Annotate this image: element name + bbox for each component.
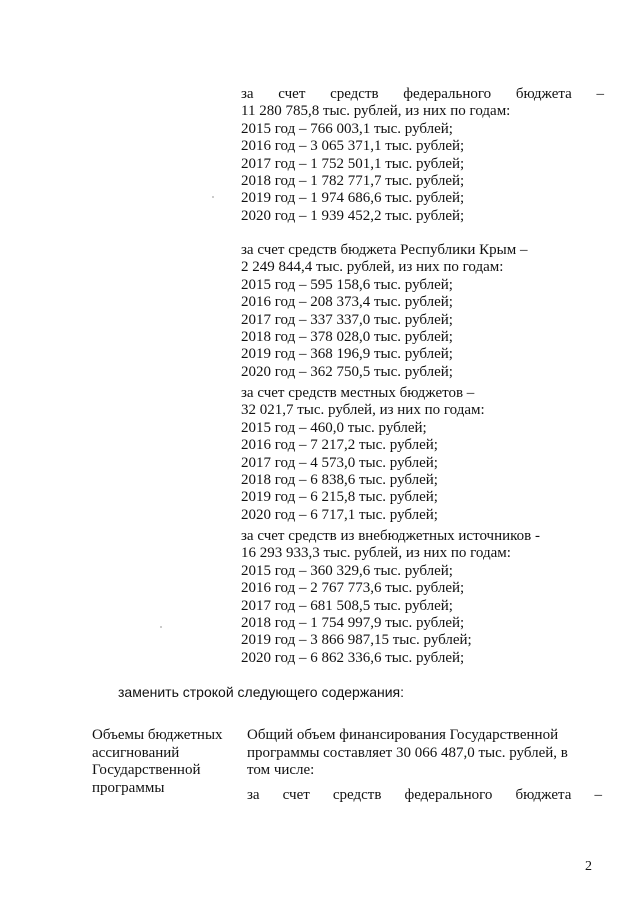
year-line: 2018 год – 1 782 771,7 тыс. рублей; — [241, 173, 465, 190]
intro-word: федерального — [403, 86, 492, 102]
intro-word: счет — [278, 86, 306, 102]
total-line: том числе: — [247, 762, 315, 779]
section-extrabudgetary-total: 16 293 933,3 тыс. рублей, из них по годам: — [241, 545, 511, 562]
total-line: программы составляет 30 066 487,0 тыс. рублей, в — [247, 744, 568, 761]
final-word: за — [247, 787, 260, 803]
year-line: 2015 год – 595 158,6 тыс. рублей; — [241, 276, 453, 293]
year-line: 2017 год – 1 752 501,1 тыс. рублей; — [241, 155, 465, 172]
section-crimea-total: 2 249 844,4 тыс. рублей, из них по годам: — [241, 259, 504, 276]
year-line: 2016 год – 208 373,4 тыс. рублей; — [241, 294, 453, 311]
intro-word: – — [596, 86, 604, 102]
intro-word: за — [241, 86, 254, 102]
section-extrabudgetary-intro: за счет средств из внебюджетных источников - — [241, 528, 541, 544]
section-local-total: 32 021,7 тыс. рублей, из них по годам: — [241, 402, 485, 419]
section-extrabudgetary — [241, 528, 604, 667]
year-line: 2018 год – 6 838,6 тыс. рублей; — [241, 472, 438, 489]
year-line: 2017 год – 4 573,0 тыс. рублей; — [241, 454, 438, 471]
section-federal-total: 11 280 785,8 тыс. рублей, из них по годам: — [241, 103, 511, 120]
year-line: 2020 год – 362 750,5 тыс. рублей; — [241, 363, 453, 380]
year-line: 2020 год – 6 717,1 тыс. рублей; — [241, 506, 438, 523]
year-line: 2016 год – 7 217,2 тыс. рублей; — [241, 437, 438, 454]
allocation-label — [92, 727, 240, 797]
label-line: Государственной — [92, 762, 201, 779]
label-line: Объемы бюджетных — [92, 727, 223, 743]
federal-budget-line — [247, 787, 602, 804]
section-crimea — [241, 242, 604, 381]
label-line: ассигнований — [92, 744, 180, 761]
section-local — [241, 385, 604, 524]
year-line: 2018 год – 1 754 997,9 тыс. рублей; — [241, 615, 465, 632]
final-word: – — [594, 787, 602, 803]
section-crimea-intro: за счет средств бюджета Республики Крым – — [241, 242, 528, 258]
year-line: 2019 год – 1 974 686,6 тыс. рублей; — [241, 190, 465, 207]
total-line: Общий объем финансирования Государственной — [247, 727, 559, 743]
section-local-intro: за счет средств местных бюджетов – — [241, 385, 475, 401]
year-line: 2018 год – 378 028,0 тыс. рублей; — [241, 329, 453, 346]
year-line: 2015 год – 766 003,1 тыс. рублей; — [241, 120, 453, 137]
intro-word: средств — [330, 86, 379, 102]
final-word: счет — [282, 787, 310, 803]
total-financing — [247, 727, 602, 780]
year-line: 2020 год – 6 862 336,6 тыс. рублей; — [241, 649, 465, 666]
year-line: 2020 год – 1 939 452,2 тыс. рублей; — [241, 207, 465, 224]
year-line: 2016 год – 2 767 773,6 тыс. рублей; — [241, 580, 465, 597]
year-line: 2017 год – 337 337,0 тыс. рублей; — [241, 311, 453, 328]
year-line: 2019 год – 6 215,8 тыс. рублей; — [241, 489, 438, 506]
year-line: 2016 год – 3 065 371,1 тыс. рублей; — [241, 138, 465, 155]
year-line: 2015 год – 460,0 тыс. рублей; — [241, 419, 427, 436]
label-line: программы — [92, 779, 165, 796]
year-line: 2017 год – 681 508,5 тыс. рублей; — [241, 597, 453, 614]
scan-speck — [212, 196, 214, 198]
section-federal — [241, 86, 604, 225]
page-number: 2 — [585, 859, 592, 874]
intro-word: бюджета — [515, 86, 572, 102]
year-line: 2019 год – 368 196,9 тыс. рублей; — [241, 346, 453, 363]
final-word: средств — [332, 787, 382, 803]
year-line: 2019 год – 3 866 987,15 тыс. рублей; — [241, 632, 472, 649]
year-line: 2015 год – 360 329,6 тыс. рублей; — [241, 562, 453, 579]
final-word: бюджета — [515, 787, 572, 803]
replace-instruction: заменить строкой следующего содержания: — [118, 684, 405, 700]
section-federal-intro — [241, 86, 604, 103]
scan-speck — [160, 626, 162, 628]
final-word: федерального — [404, 787, 493, 803]
